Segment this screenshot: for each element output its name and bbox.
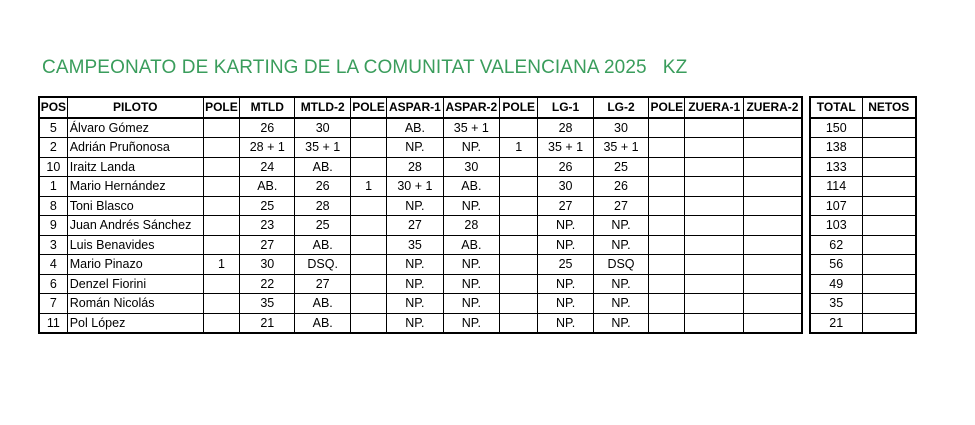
pos-cell: 10: [39, 157, 67, 177]
pole-cell: [500, 157, 538, 177]
pole-cell: [649, 294, 685, 314]
lg1-cell: NP.: [538, 313, 593, 333]
mtld2-cell: AB.: [295, 313, 350, 333]
mtld2-cell: AB.: [295, 157, 350, 177]
aspar2-cell: NP.: [443, 313, 499, 333]
netos-cell: [862, 177, 916, 197]
aspar1-cell: NP.: [387, 138, 443, 158]
zuera2-cell: [743, 235, 802, 255]
lg1-cell: 30: [538, 177, 593, 197]
lg2-cell: NP.: [593, 313, 648, 333]
mtld2-cell: 35 + 1: [295, 138, 350, 158]
netos-cell: [862, 235, 916, 255]
lg2-cell: DSQ: [593, 255, 648, 275]
lg1-header: LG-1: [538, 97, 593, 118]
piloto-header: PILOTO: [67, 97, 203, 118]
total-cell: 107: [810, 196, 862, 216]
pos-cell: 8: [39, 196, 67, 216]
table-row: [39, 216, 802, 236]
aspar1-cell: 35: [387, 235, 443, 255]
total-cell: 114: [810, 177, 862, 197]
aspar2-cell: NP.: [443, 274, 499, 294]
zuera1-cell: [685, 313, 743, 333]
driver-name-cell: Álvaro Gómez: [67, 118, 203, 138]
totals-row: [810, 216, 916, 236]
lg1-cell: NP.: [538, 294, 593, 314]
totals-row: [810, 177, 916, 197]
table-header-row: [39, 97, 802, 118]
zuera1-cell: [685, 294, 743, 314]
lg1-cell: 35 + 1: [538, 138, 593, 158]
pole-cell: [203, 294, 239, 314]
aspar1-cell: NP.: [387, 313, 443, 333]
table-row: [39, 138, 802, 158]
netos-cell: [862, 313, 916, 333]
total-cell: 103: [810, 216, 862, 236]
pole-cell: [500, 294, 538, 314]
total-cell: 35: [810, 294, 862, 314]
pole-cell: [649, 216, 685, 236]
zuera2-cell: [743, 118, 802, 138]
pos-cell: 1: [39, 177, 67, 197]
lg2-cell: 35 + 1: [593, 138, 648, 158]
pole-cell: [350, 138, 386, 158]
pos-header: POS: [39, 97, 67, 118]
pole-cell: [350, 255, 386, 275]
zuera2-header: ZUERA-2: [743, 97, 802, 118]
total-cell: 56: [810, 255, 862, 275]
pos-cell: 5: [39, 118, 67, 138]
table-row: [39, 118, 802, 138]
pole-cell: [350, 274, 386, 294]
pole-cell: 1: [203, 255, 239, 275]
aspar1-cell: 28: [387, 157, 443, 177]
aspar2-cell: NP.: [443, 294, 499, 314]
total-cell: 21: [810, 313, 862, 333]
table-row: [39, 274, 802, 294]
pole-cell: [649, 138, 685, 158]
driver-name-cell: Román Nicolás: [67, 294, 203, 314]
driver-name-cell: Iraitz Landa: [67, 157, 203, 177]
aspar2-cell: NP.: [443, 138, 499, 158]
page-title: CAMPEONATO DE KARTING DE LA COMUNITAT VALENCIANA 2025 KZ: [42, 57, 688, 78]
lg2-cell: NP.: [593, 274, 648, 294]
zuera1-cell: [685, 235, 743, 255]
lg2-header: LG-2: [593, 97, 648, 118]
pos-cell: 7: [39, 294, 67, 314]
pole-cell: [500, 196, 538, 216]
table-row: [39, 255, 802, 275]
mtld2-cell: 25: [295, 216, 350, 236]
pole-cell: [350, 157, 386, 177]
pole-cell: [500, 313, 538, 333]
pole-header: POLE: [203, 97, 239, 118]
pole-header: POLE: [649, 97, 685, 118]
aspar2-cell: AB.: [443, 177, 499, 197]
mtld2-cell: 27: [295, 274, 350, 294]
driver-name-cell: Adrián Pruñonosa: [67, 138, 203, 158]
pole-header: POLE: [500, 97, 538, 118]
pole-cell: [203, 313, 239, 333]
aspar2-cell: AB.: [443, 235, 499, 255]
driver-name-cell: Luis Benavides: [67, 235, 203, 255]
zuera2-cell: [743, 216, 802, 236]
lg2-cell: 27: [593, 196, 648, 216]
zuera1-cell: [685, 196, 743, 216]
pole-cell: 1: [350, 177, 386, 197]
pole-cell: [649, 196, 685, 216]
table-row: [39, 294, 802, 314]
pole-cell: [350, 235, 386, 255]
pole-cell: [203, 216, 239, 236]
driver-name-cell: Mario Hernández: [67, 177, 203, 197]
lg1-cell: 27: [538, 196, 593, 216]
aspar1-cell: NP.: [387, 196, 443, 216]
lg2-cell: NP.: [593, 235, 648, 255]
zuera1-cell: [685, 157, 743, 177]
netos-cell: [862, 255, 916, 275]
lg1-cell: NP.: [538, 216, 593, 236]
aspar2-cell: NP.: [443, 255, 499, 275]
driver-name-cell: Mario Pinazo: [67, 255, 203, 275]
mtld-header: MTLD: [240, 97, 295, 118]
results-table: [38, 96, 803, 334]
zuera1-cell: [685, 118, 743, 138]
total-cell: 138: [810, 138, 862, 158]
pole-cell: [350, 313, 386, 333]
mtld-cell: 28 + 1: [240, 138, 295, 158]
netos-cell: [862, 216, 916, 236]
lg1-cell: NP.: [538, 235, 593, 255]
mtld2-cell: 26: [295, 177, 350, 197]
pole-cell: [350, 196, 386, 216]
lg1-cell: NP.: [538, 274, 593, 294]
total-cell: 62: [810, 235, 862, 255]
pole-cell: [500, 274, 538, 294]
lg2-cell: 26: [593, 177, 648, 197]
mtld-cell: 30: [240, 255, 295, 275]
aspar1-cell: 30 + 1: [387, 177, 443, 197]
pole-cell: [500, 235, 538, 255]
mtld2-cell: AB.: [295, 235, 350, 255]
pole-cell: [649, 255, 685, 275]
aspar2-cell: NP.: [443, 196, 499, 216]
totals-row: [810, 157, 916, 177]
total-cell: 49: [810, 274, 862, 294]
mtld-cell: 26: [240, 118, 295, 138]
aspar1-cell: AB.: [387, 118, 443, 138]
aspar1-cell: 27: [387, 216, 443, 236]
pole-cell: [350, 118, 386, 138]
zuera1-cell: [685, 177, 743, 197]
aspar2-cell: 35 + 1: [443, 118, 499, 138]
pole-header: POLE: [350, 97, 386, 118]
driver-name-cell: Toni Blasco: [67, 196, 203, 216]
lg1-cell: 26: [538, 157, 593, 177]
pos-cell: 11: [39, 313, 67, 333]
driver-name-cell: Pol López: [67, 313, 203, 333]
table-row: [39, 235, 802, 255]
lg1-cell: 28: [538, 118, 593, 138]
pole-cell: [649, 235, 685, 255]
pole-cell: [649, 274, 685, 294]
netos-cell: [862, 294, 916, 314]
totals-row: [810, 313, 916, 333]
pole-cell: [500, 177, 538, 197]
pole-cell: [350, 294, 386, 314]
totals-row: [810, 274, 916, 294]
netos-cell: [862, 118, 916, 138]
pole-cell: [649, 313, 685, 333]
mtld2-header: MTLD-2: [295, 97, 350, 118]
pos-cell: 2: [39, 138, 67, 158]
netos-cell: [862, 157, 916, 177]
totals-row: [810, 294, 916, 314]
netos-cell: [862, 196, 916, 216]
pole-cell: [649, 118, 685, 138]
aspar2-header: ASPAR-2: [443, 97, 499, 118]
pole-cell: [203, 157, 239, 177]
pole-cell: [203, 138, 239, 158]
pos-cell: 3: [39, 235, 67, 255]
aspar2-cell: 28: [443, 216, 499, 236]
mtld2-cell: 30: [295, 118, 350, 138]
pole-cell: [203, 196, 239, 216]
pos-cell: 9: [39, 216, 67, 236]
mtld2-cell: AB.: [295, 294, 350, 314]
pole-cell: [500, 118, 538, 138]
pole-cell: [203, 118, 239, 138]
totals-row: [810, 255, 916, 275]
driver-name-cell: Denzel Fiorini: [67, 274, 203, 294]
mtld2-cell: 28: [295, 196, 350, 216]
netos-header: NETOS: [862, 97, 916, 118]
table-row: [39, 177, 802, 197]
aspar1-cell: NP.: [387, 294, 443, 314]
zuera2-cell: [743, 157, 802, 177]
mtld-cell: AB.: [240, 177, 295, 197]
pole-cell: [203, 177, 239, 197]
pole-cell: [649, 177, 685, 197]
pole-cell: 1: [500, 138, 538, 158]
lg2-cell: 25: [593, 157, 648, 177]
totals-row: [810, 235, 916, 255]
aspar1-cell: NP.: [387, 274, 443, 294]
zuera1-cell: [685, 138, 743, 158]
totals-row: [810, 196, 916, 216]
totals-row: [810, 118, 916, 138]
pole-cell: [203, 235, 239, 255]
zuera2-cell: [743, 138, 802, 158]
pos-cell: 4: [39, 255, 67, 275]
zuera2-cell: [743, 255, 802, 275]
pole-cell: [350, 216, 386, 236]
pole-cell: [500, 255, 538, 275]
lg2-cell: NP.: [593, 216, 648, 236]
mtld-cell: 21: [240, 313, 295, 333]
pole-cell: [649, 157, 685, 177]
zuera2-cell: [743, 313, 802, 333]
zuera1-cell: [685, 216, 743, 236]
lg2-cell: NP.: [593, 294, 648, 314]
zuera1-cell: [685, 255, 743, 275]
total-cell: 133: [810, 157, 862, 177]
aspar2-cell: 30: [443, 157, 499, 177]
mtld-cell: 23: [240, 216, 295, 236]
pole-cell: [500, 216, 538, 236]
mtld-cell: 25: [240, 196, 295, 216]
mtld-cell: 22: [240, 274, 295, 294]
pole-cell: [203, 274, 239, 294]
mtld-cell: 35: [240, 294, 295, 314]
netos-cell: [862, 138, 916, 158]
netos-cell: [862, 274, 916, 294]
zuera2-cell: [743, 196, 802, 216]
zuera2-cell: [743, 274, 802, 294]
aspar1-header: ASPAR-1: [387, 97, 443, 118]
lg2-cell: 30: [593, 118, 648, 138]
mtld2-cell: DSQ.: [295, 255, 350, 275]
mtld-cell: 27: [240, 235, 295, 255]
driver-name-cell: Juan Andrés Sánchez: [67, 216, 203, 236]
table-row: [39, 196, 802, 216]
total-header: TOTAL: [810, 97, 862, 118]
aspar1-cell: NP.: [387, 255, 443, 275]
totals-table: [809, 96, 917, 334]
zuera1-cell: [685, 274, 743, 294]
totals-header-row: [810, 97, 916, 118]
zuera1-header: ZUERA-1: [685, 97, 743, 118]
pos-cell: 6: [39, 274, 67, 294]
zuera2-cell: [743, 177, 802, 197]
zuera2-cell: [743, 294, 802, 314]
mtld-cell: 24: [240, 157, 295, 177]
total-cell: 150: [810, 118, 862, 138]
totals-row: [810, 138, 916, 158]
lg1-cell: 25: [538, 255, 593, 275]
table-row: [39, 313, 802, 333]
table-row: [39, 157, 802, 177]
